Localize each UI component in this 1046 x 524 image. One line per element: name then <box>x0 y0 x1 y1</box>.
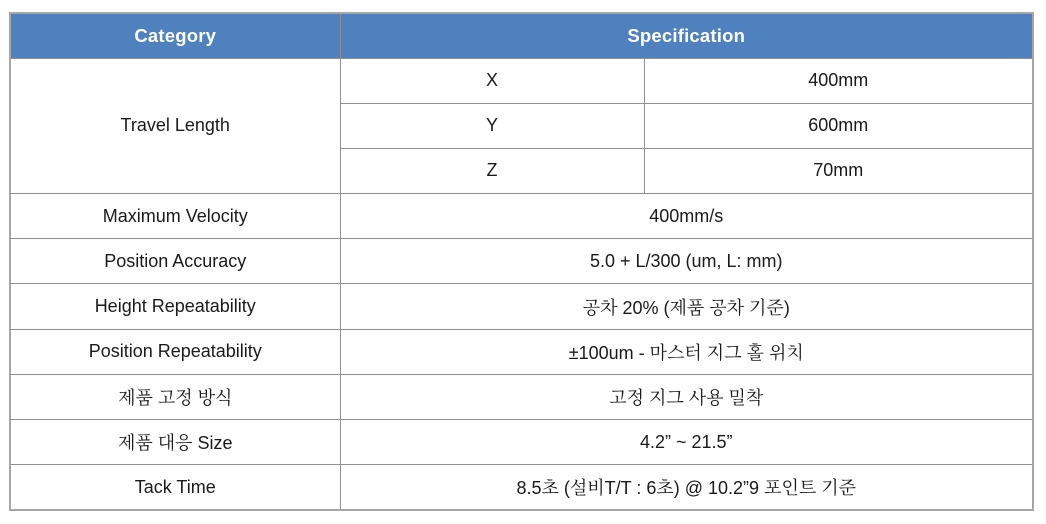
header-row <box>10 13 1033 58</box>
table-row-tack-time <box>10 465 1033 510</box>
cell-value-x: 400mm <box>644 58 1033 103</box>
header-specification: Specification <box>340 13 1033 58</box>
cell-value-height-repeatability: 공차 20% (제품 공차 기준) <box>340 284 1033 329</box>
cell-category-position-accuracy: Position Accuracy <box>10 239 340 284</box>
cell-value-z: 70mm <box>644 148 1033 193</box>
table-row-travel-x <box>10 58 1033 103</box>
cell-category-maximum-velocity: Maximum Velocity <box>10 194 340 239</box>
cell-category-product-fixing-method: 제품 고정 방식 <box>10 374 340 419</box>
cell-value-tack-time: 8.5초 (설비T/T : 6초) @ 10.2”9 포인트 기준 <box>340 465 1033 510</box>
table-row-height-repeatability <box>10 284 1033 329</box>
cell-category-product-size: 제품 대응 Size <box>10 420 340 465</box>
cell-axis-x: X <box>340 58 644 103</box>
table-row-maximum-velocity <box>10 194 1033 239</box>
cell-category-height-repeatability: Height Repeatability <box>10 284 340 329</box>
cell-axis-y: Y <box>340 103 644 148</box>
table-row-product-size <box>10 420 1033 465</box>
table-row-product-fixing-method <box>10 374 1033 419</box>
cell-value-maximum-velocity: 400mm/s <box>340 194 1033 239</box>
cell-value-product-size: 4.2” ~ 21.5” <box>340 420 1033 465</box>
cell-value-position-repeatability: ±100um - 마스터 지그 홀 위치 <box>340 329 1033 374</box>
cell-value-position-accuracy: 5.0 + L/300 (um, L: mm) <box>340 239 1033 284</box>
table-row-position-accuracy <box>10 239 1033 284</box>
specification-table <box>9 12 1034 511</box>
cell-value-product-fixing-method: 고정 지그 사용 밀착 <box>340 374 1033 419</box>
cell-category-tack-time: Tack Time <box>10 465 340 510</box>
header-category: Category <box>10 13 340 58</box>
cell-axis-z: Z <box>340 148 644 193</box>
table-row-position-repeatability <box>10 329 1033 374</box>
cell-category-travel-length: Travel Length <box>10 58 340 194</box>
cell-category-position-repeatability: Position Repeatability <box>10 329 340 374</box>
cell-value-y: 600mm <box>644 103 1033 148</box>
